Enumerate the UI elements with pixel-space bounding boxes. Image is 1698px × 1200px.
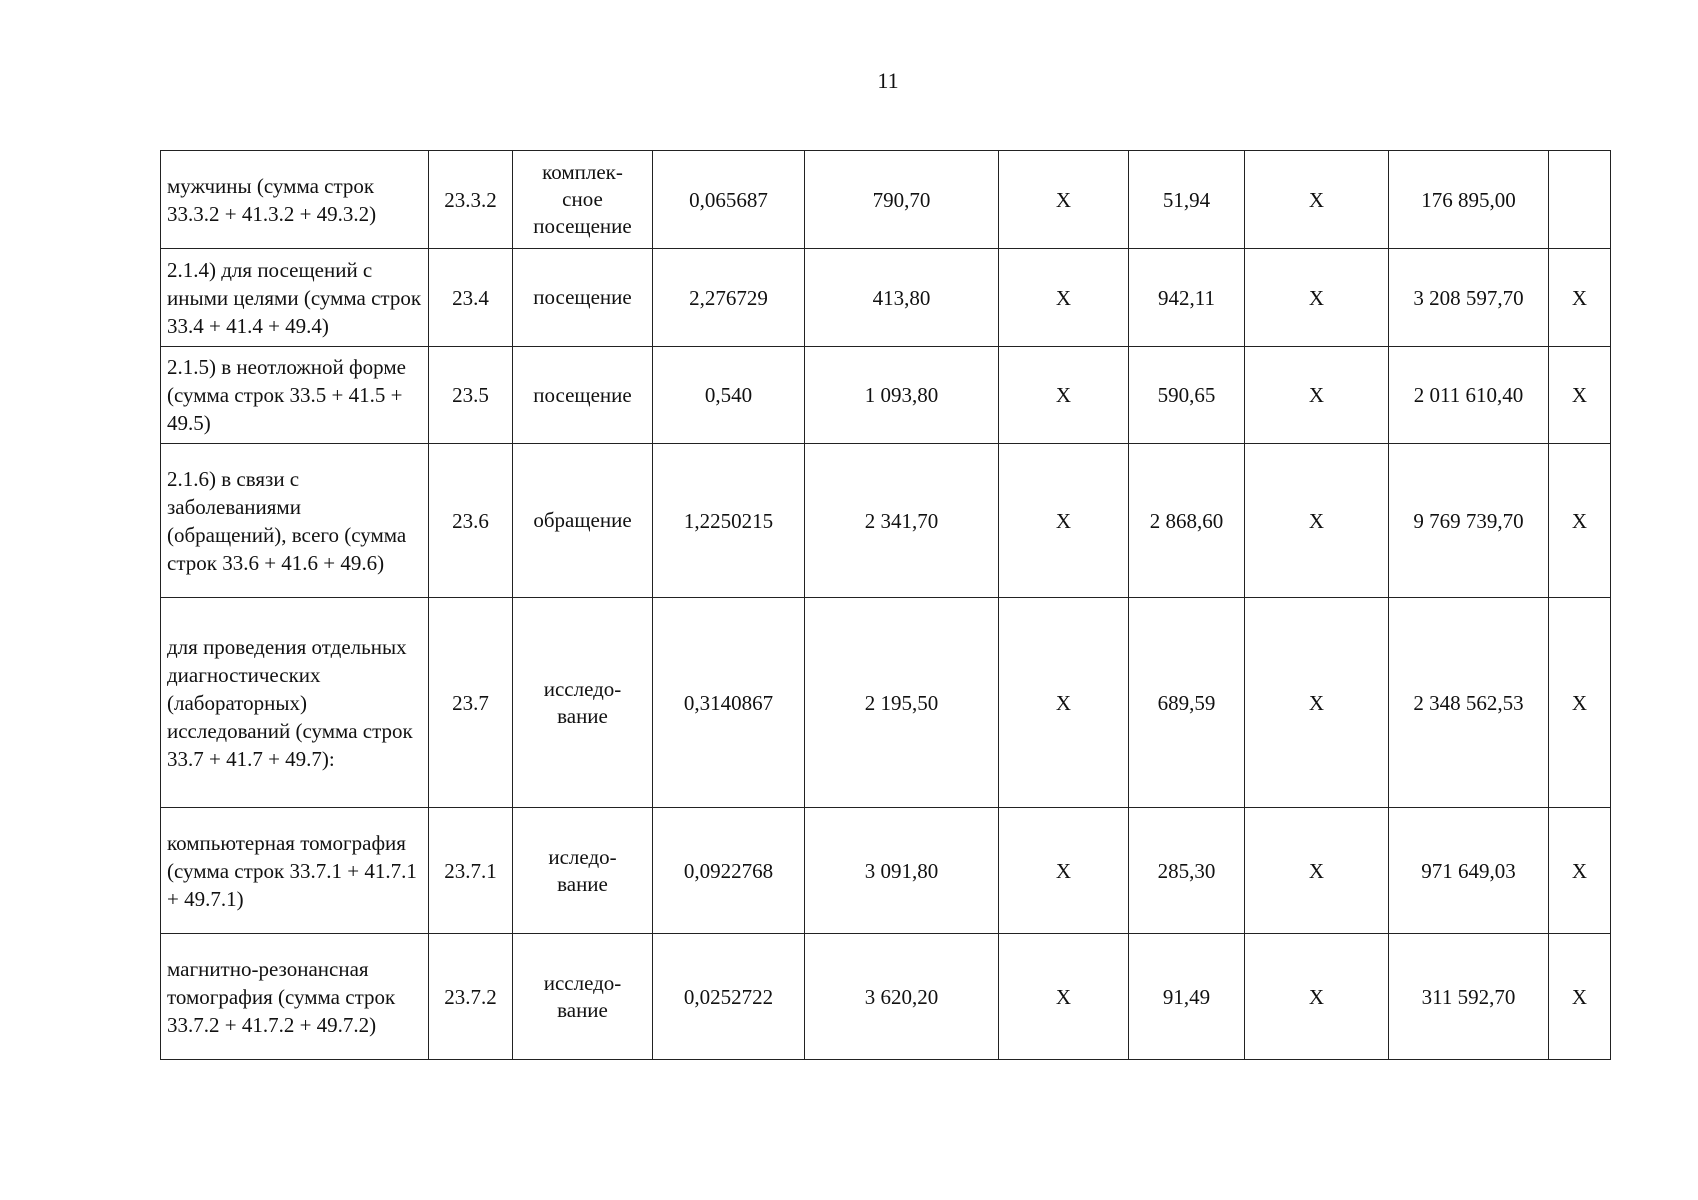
row-norm: 0,540 — [653, 347, 805, 444]
row-x-mark: X — [999, 598, 1129, 808]
unit-line: исследо- — [543, 676, 622, 701]
row-x-mark: X — [1549, 347, 1611, 444]
row-code: 23.5 — [429, 347, 513, 444]
table-row — [161, 808, 1611, 934]
row-per-capita: 285,30 — [1129, 808, 1245, 934]
row-per-capita: 942,11 — [1129, 249, 1245, 347]
table-row — [161, 444, 1611, 598]
row-per-capita: 590,65 — [1129, 347, 1245, 444]
row-name: мужчины (сумма строк 33.3.2 + 41.3.2 + 49.3.2) — [161, 151, 429, 249]
row-name: для проведения отдельных диагностических (лабораторных) исследований (сумма строк 33.7 + 41.7 + 49.7): — [161, 598, 429, 808]
row-x-mark: X — [1549, 934, 1611, 1060]
row-total: 2 011 610,40 — [1389, 347, 1549, 444]
row-code: 23.6 — [429, 444, 513, 598]
row-total: 176 895,00 — [1389, 151, 1549, 249]
row-unit: посещение — [513, 249, 653, 347]
row-unit — [513, 151, 653, 249]
row-unit: обращение — [513, 444, 653, 598]
row-unit — [513, 598, 653, 808]
table-row — [161, 934, 1611, 1060]
row-name: компьютерная томография (сумма строк 33.7.1 + 41.7.1 + 49.7.1) — [161, 808, 429, 934]
row-norm: 0,3140867 — [653, 598, 805, 808]
row-cost: 790,70 — [805, 151, 999, 249]
table-row — [161, 347, 1611, 444]
unit-line: сное — [562, 187, 603, 211]
row-total: 9 769 739,70 — [1389, 444, 1549, 598]
row-unit — [513, 808, 653, 934]
row-code: 23.7 — [429, 598, 513, 808]
row-x-mark: X — [999, 808, 1129, 934]
row-cost: 1 093,80 — [805, 347, 999, 444]
row-x-mark: X — [1245, 808, 1389, 934]
row-x-mark: X — [1549, 444, 1611, 598]
row-x-mark: X — [999, 444, 1129, 598]
row-x-mark: X — [1245, 934, 1389, 1060]
row-norm: 0,0922768 — [653, 808, 805, 934]
row-x-mark: X — [1245, 249, 1389, 347]
unit-line: иследо- — [548, 844, 617, 869]
row-cost: 413,80 — [805, 249, 999, 347]
row-x-mark: X — [999, 347, 1129, 444]
row-code: 23.4 — [429, 249, 513, 347]
unit-line: посещение — [533, 214, 632, 238]
row-cost: 3 620,20 — [805, 934, 999, 1060]
row-x-mark: X — [1245, 598, 1389, 808]
row-cost: 3 091,80 — [805, 808, 999, 934]
row-x-mark — [1549, 151, 1611, 249]
row-total: 311 592,70 — [1389, 934, 1549, 1060]
row-total: 3 208 597,70 — [1389, 249, 1549, 347]
unit-line: комплек- — [542, 160, 623, 184]
row-total: 971 649,03 — [1389, 808, 1549, 934]
row-x-mark: X — [999, 249, 1129, 347]
row-x-mark: X — [999, 151, 1129, 249]
row-cost: 2 195,50 — [805, 598, 999, 808]
row-x-mark: X — [1549, 598, 1611, 808]
row-per-capita: 51,94 — [1129, 151, 1245, 249]
row-norm: 1,2250215 — [653, 444, 805, 598]
row-code: 23.7.1 — [429, 808, 513, 934]
row-code: 23.3.2 — [429, 151, 513, 249]
unit-line: вание — [557, 703, 608, 728]
unit-line: вание — [557, 871, 608, 896]
table-row — [161, 249, 1611, 347]
table-row — [161, 151, 1611, 249]
row-per-capita: 689,59 — [1129, 598, 1245, 808]
row-x-mark: X — [1245, 151, 1389, 249]
row-name: 2.1.4) для посещений с иными целями (сумма строк 33.4 + 41.4 + 49.4) — [161, 249, 429, 347]
row-per-capita: 91,49 — [1129, 934, 1245, 1060]
row-name: магнитно-резонансная томография (сумма строк 33.7.2 + 41.7.2 + 49.7.2) — [161, 934, 429, 1060]
row-norm: 0,0252722 — [653, 934, 805, 1060]
table-row — [161, 598, 1611, 808]
unit-line: исследо- — [543, 970, 622, 995]
row-norm: 2,276729 — [653, 249, 805, 347]
row-cost: 2 341,70 — [805, 444, 999, 598]
row-code: 23.7.2 — [429, 934, 513, 1060]
page-number: 11 — [877, 68, 899, 93]
row-x-mark: X — [1549, 249, 1611, 347]
row-per-capita: 2 868,60 — [1129, 444, 1245, 598]
unit-line: вание — [557, 997, 608, 1022]
row-norm: 0,065687 — [653, 151, 805, 249]
row-x-mark: X — [1245, 444, 1389, 598]
row-name: 2.1.5) в неотложной форме (сумма строк 33.5 + 41.5 + 49.5) — [161, 347, 429, 444]
row-x-mark: X — [1245, 347, 1389, 444]
financing-table — [160, 150, 1611, 1060]
row-unit: посещение — [513, 347, 653, 444]
row-total: 2 348 562,53 — [1389, 598, 1549, 808]
row-x-mark: X — [1549, 808, 1611, 934]
row-name: 2.1.6) в связи с заболеваниями (обращений), всего (сумма строк 33.6 + 41.6 + 49.6) — [161, 444, 429, 598]
row-x-mark: X — [999, 934, 1129, 1060]
row-unit — [513, 934, 653, 1060]
